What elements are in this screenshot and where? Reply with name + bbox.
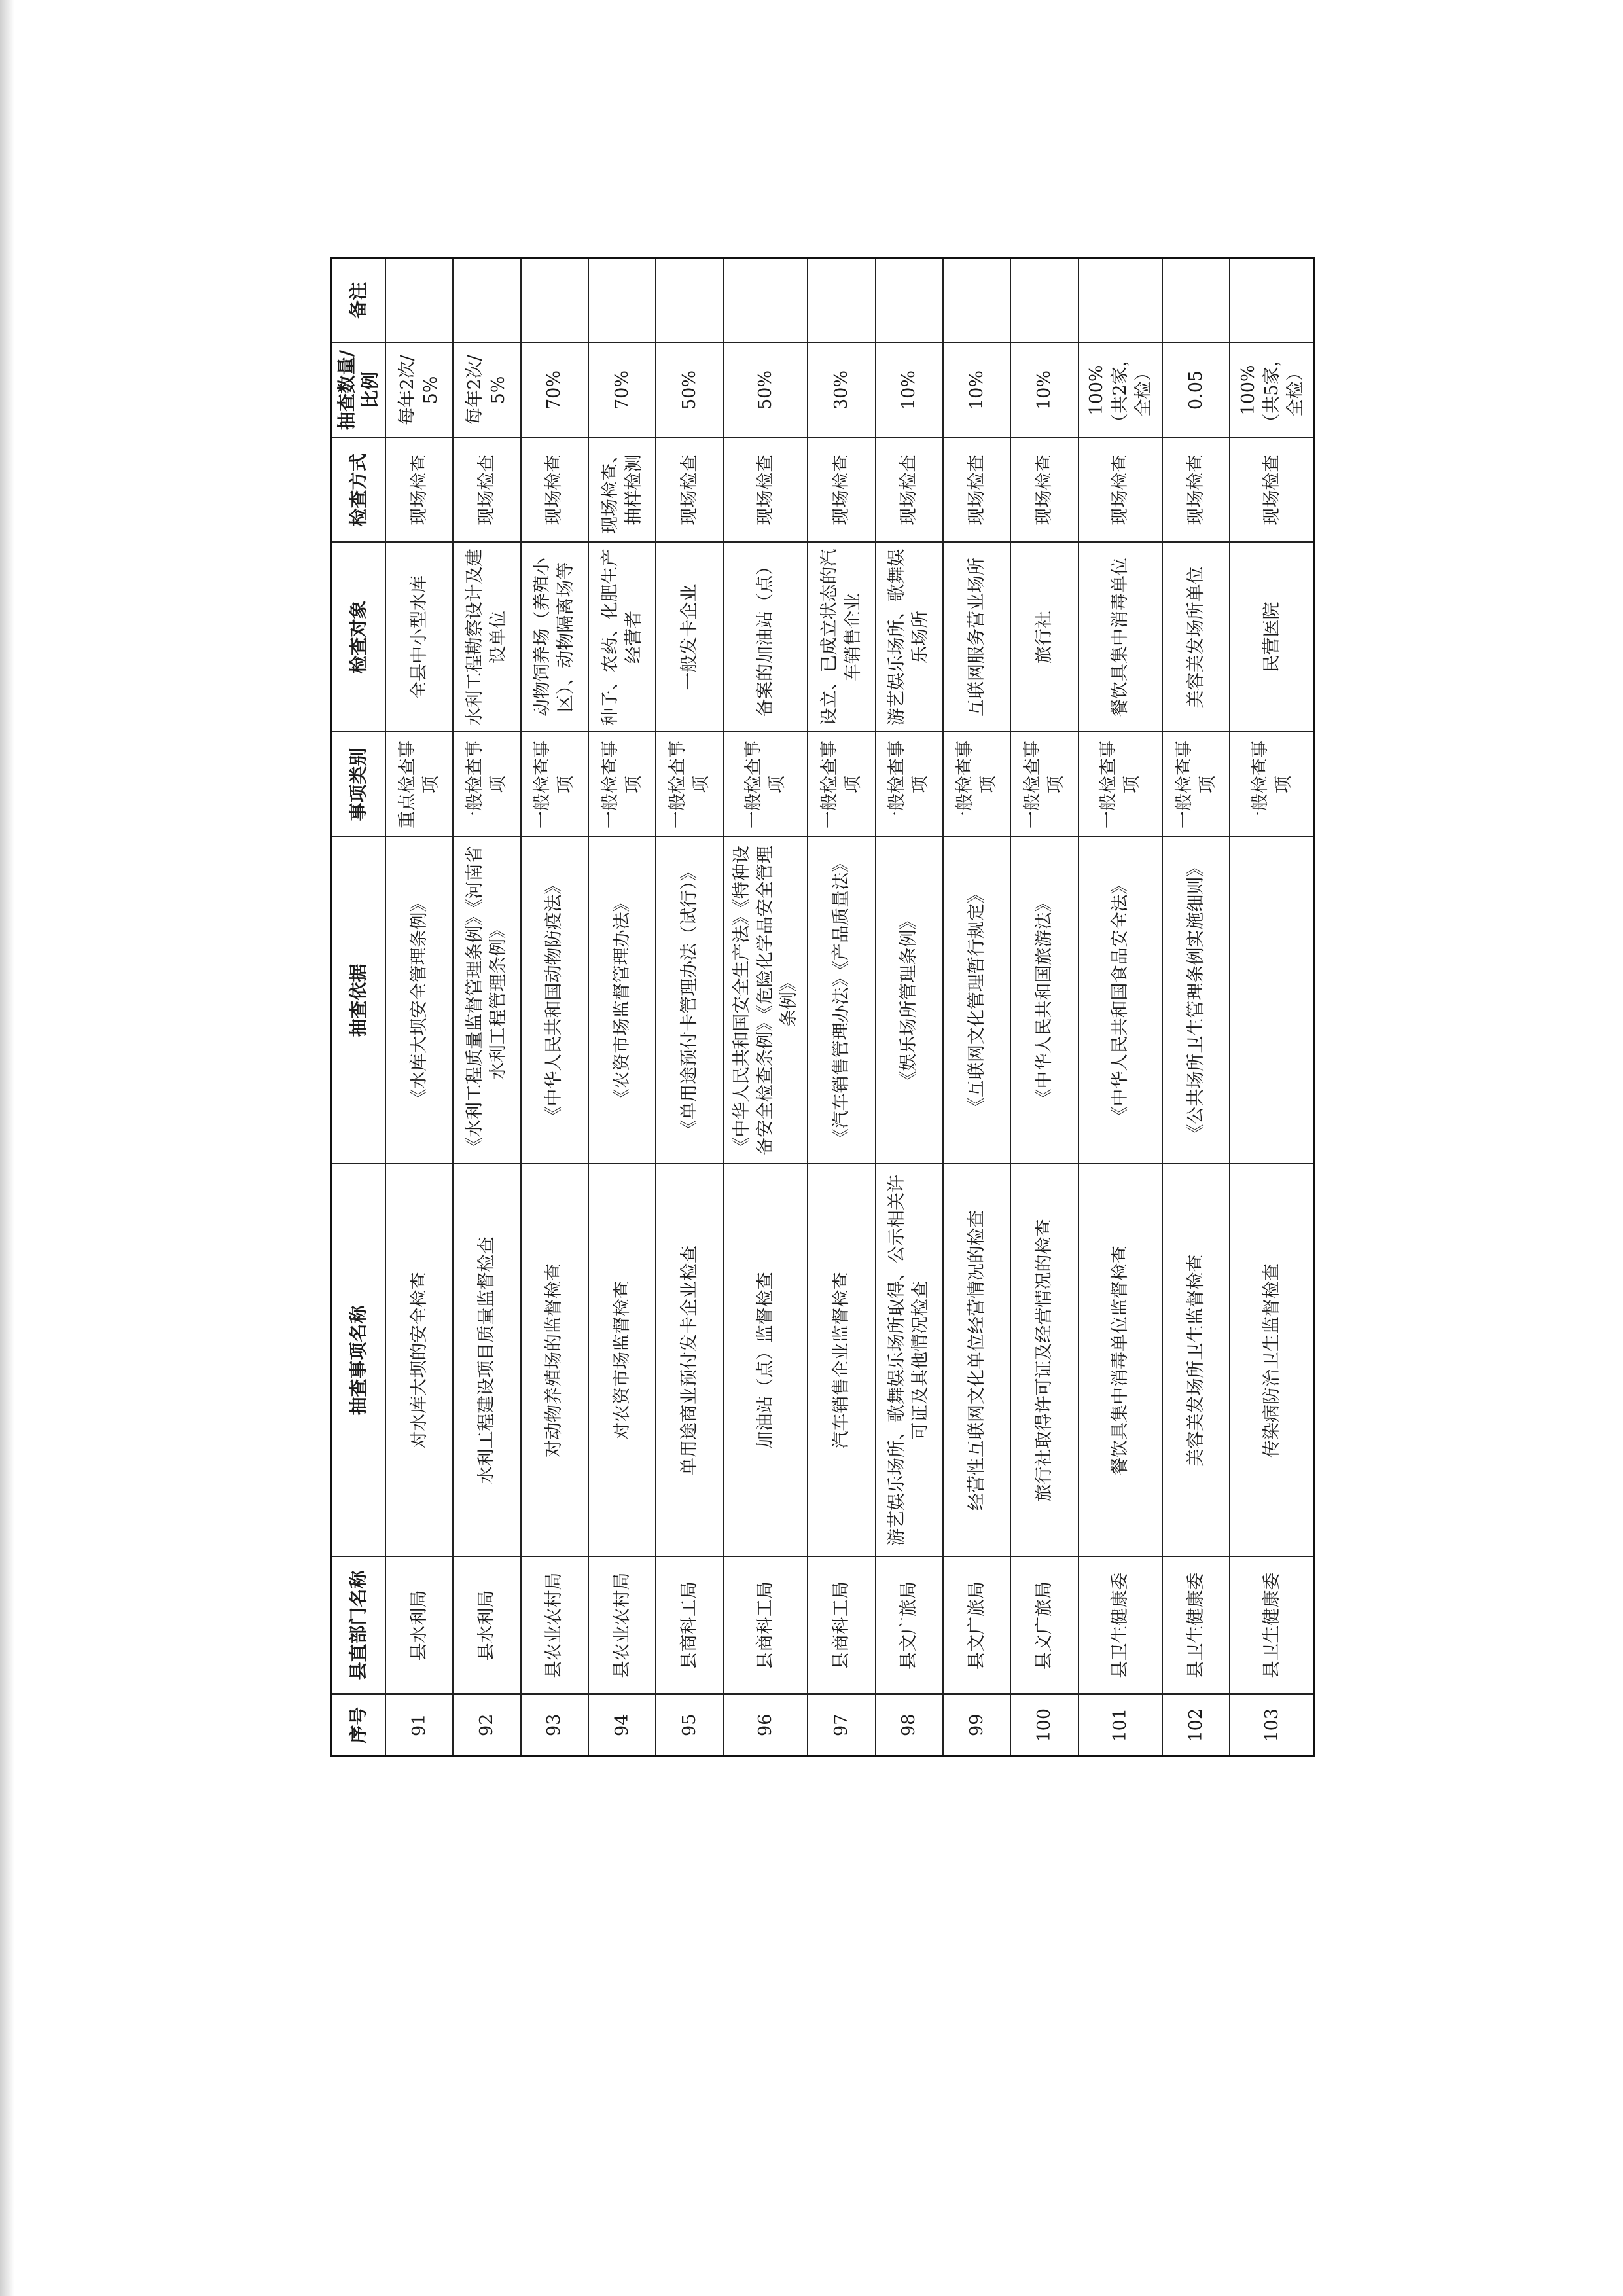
cell-method: 现场检查 bbox=[385, 438, 453, 543]
table-row bbox=[453, 258, 520, 1757]
cell-basis: 《中华人民共和国动物防疫法》 bbox=[521, 837, 588, 1164]
cell-item: 汽车销售企业监督检查 bbox=[808, 1164, 875, 1557]
cell-category: 一般检查事项 bbox=[521, 732, 588, 837]
cell-item: 对水库大坝的安全检查 bbox=[385, 1164, 453, 1557]
cell-seq: 98 bbox=[876, 1695, 943, 1757]
cell-basis: 《中华人民共和国食品安全法》 bbox=[1079, 837, 1162, 1164]
cell-dept: 县商科工局 bbox=[656, 1557, 723, 1695]
table-row bbox=[1162, 258, 1230, 1757]
cell-remark bbox=[588, 258, 656, 343]
cell-item: 对动物养殖场的监督检查 bbox=[521, 1164, 588, 1557]
scan-shadow bbox=[0, 0, 14, 2296]
cell-dept: 县农业农村局 bbox=[588, 1557, 656, 1695]
table-row bbox=[385, 258, 453, 1757]
cell-target: 种子、农药、化肥生产经营者 bbox=[588, 543, 656, 732]
cell-category: 一般检查事项 bbox=[1230, 732, 1314, 837]
cell-remark bbox=[876, 258, 943, 343]
cell-target: 备案的加油站（点） bbox=[724, 543, 808, 732]
cell-method: 现场检查、抽样检测 bbox=[588, 438, 656, 543]
rotated-table-sheet bbox=[330, 259, 1315, 1757]
cell-seq: 97 bbox=[808, 1695, 875, 1757]
cell-item: 加油站（点）监督检查 bbox=[724, 1164, 808, 1557]
header-target: 检查对象 bbox=[332, 543, 386, 732]
cell-basis: 《公共场所卫生管理条例实施细则》 bbox=[1162, 837, 1230, 1164]
cell-ratio: 50% bbox=[656, 343, 723, 438]
cell-seq: 103 bbox=[1230, 1695, 1314, 1757]
cell-item: 经营性互联网文化单位经营情况的检查 bbox=[943, 1164, 1010, 1557]
cell-ratio: 50% bbox=[724, 343, 808, 438]
cell-seq: 92 bbox=[453, 1695, 520, 1757]
cell-target: 旅行社 bbox=[1010, 543, 1078, 732]
cell-ratio: 30% bbox=[808, 343, 875, 438]
cell-dept: 县商科工局 bbox=[808, 1557, 875, 1695]
cell-basis: 《农资市场监督管理办法》 bbox=[588, 837, 656, 1164]
cell-ratio: 10% bbox=[876, 343, 943, 438]
cell-item: 对农资市场监督检查 bbox=[588, 1164, 656, 1557]
table-header-row bbox=[332, 258, 386, 1757]
cell-category: 一般检查事项 bbox=[1162, 732, 1230, 837]
header-dept: 县直部门名称 bbox=[332, 1557, 386, 1695]
cell-dept: 县文广旅局 bbox=[943, 1557, 1010, 1695]
table-row bbox=[1079, 258, 1162, 1757]
cell-ratio: 70% bbox=[521, 343, 588, 438]
header-ratio: 抽查数量/比例 bbox=[332, 343, 386, 438]
cell-item: 美容美发场所卫生监督检查 bbox=[1162, 1164, 1230, 1557]
cell-item: 单用途商业预付发卡企业检查 bbox=[656, 1164, 723, 1557]
cell-dept: 县卫生健康委 bbox=[1162, 1557, 1230, 1695]
cell-basis bbox=[1230, 837, 1314, 1164]
cell-target: 美容美发场所单位 bbox=[1162, 543, 1230, 732]
cell-seq: 102 bbox=[1162, 1695, 1230, 1757]
cell-dept: 县卫生健康委 bbox=[1079, 1557, 1162, 1695]
cell-seq: 101 bbox=[1079, 1695, 1162, 1757]
cell-basis: 《水利工程质量监督管理条例》《河南省水利工程管理条例》 bbox=[453, 837, 520, 1164]
cell-ratio: 每年2次/5% bbox=[453, 343, 520, 438]
cell-remark bbox=[521, 258, 588, 343]
cell-dept: 县水利局 bbox=[453, 1557, 520, 1695]
cell-method: 现场检查 bbox=[876, 438, 943, 543]
cell-remark bbox=[1162, 258, 1230, 343]
cell-ratio: 100%（共2家，全检） bbox=[1079, 343, 1162, 438]
cell-item: 传染病防治卫生监督检查 bbox=[1230, 1164, 1314, 1557]
cell-dept: 县文广旅局 bbox=[1010, 1557, 1078, 1695]
cell-basis: 《中华人民共和国旅游法》 bbox=[1010, 837, 1078, 1164]
cell-ratio: 10% bbox=[943, 343, 1010, 438]
cell-remark bbox=[1079, 258, 1162, 343]
cell-method: 现场检查 bbox=[724, 438, 808, 543]
cell-basis: 《娱乐场所管理条例》 bbox=[876, 837, 943, 1164]
cell-item: 餐饮具集中消毒单位监督检查 bbox=[1079, 1164, 1162, 1557]
cell-category: 一般检查事项 bbox=[724, 732, 808, 837]
cell-category: 一般检查事项 bbox=[1010, 732, 1078, 837]
cell-remark bbox=[724, 258, 808, 343]
cell-category: 重点检查事项 bbox=[385, 732, 453, 837]
cell-ratio: 10% bbox=[1010, 343, 1078, 438]
cell-target: 全县中小型水库 bbox=[385, 543, 453, 732]
cell-remark bbox=[656, 258, 723, 343]
cell-remark bbox=[385, 258, 453, 343]
inspection-table bbox=[330, 257, 1315, 1757]
cell-remark bbox=[1230, 258, 1314, 343]
cell-item: 游艺娱乐场所、歌舞娱乐场所取得、公示相关许可证及其他情况检查 bbox=[876, 1164, 943, 1557]
cell-method: 现场检查 bbox=[1010, 438, 1078, 543]
cell-category: 一般检查事项 bbox=[1079, 732, 1162, 837]
cell-seq: 100 bbox=[1010, 1695, 1078, 1757]
cell-basis: 《单用途预付卡管理办法（试行）》 bbox=[656, 837, 723, 1164]
cell-remark bbox=[1010, 258, 1078, 343]
header-method: 检查方式 bbox=[332, 438, 386, 543]
cell-seq: 96 bbox=[724, 1695, 808, 1757]
cell-method: 现场检查 bbox=[1079, 438, 1162, 543]
table-row bbox=[656, 258, 723, 1757]
cell-basis: 《中华人民共和国安全生产法》《特种设备安全检查条例》《危险化学品安全管理条例》 bbox=[724, 837, 808, 1164]
cell-item: 水利工程建设项目质量监督检查 bbox=[453, 1164, 520, 1557]
header-remark: 备注 bbox=[332, 258, 386, 343]
table-row bbox=[876, 258, 943, 1757]
cell-basis: 《水库大坝安全管理条例》 bbox=[385, 837, 453, 1164]
table-row bbox=[724, 258, 808, 1757]
cell-dept: 县商科工局 bbox=[724, 1557, 808, 1695]
header-category: 事项类别 bbox=[332, 732, 386, 837]
cell-category: 一般检查事项 bbox=[876, 732, 943, 837]
cell-seq: 99 bbox=[943, 1695, 1010, 1757]
cell-seq: 94 bbox=[588, 1695, 656, 1757]
cell-dept: 县农业农村局 bbox=[521, 1557, 588, 1695]
cell-seq: 95 bbox=[656, 1695, 723, 1757]
cell-remark bbox=[453, 258, 520, 343]
cell-method: 现场检查 bbox=[1162, 438, 1230, 543]
cell-ratio: 每年2次/5% bbox=[385, 343, 453, 438]
cell-target: 动物饲养场（养殖小区）、动物隔离场等 bbox=[521, 543, 588, 732]
cell-category: 一般检查事项 bbox=[656, 732, 723, 837]
page-sheet bbox=[330, 259, 1315, 1757]
cell-seq: 93 bbox=[521, 1695, 588, 1757]
cell-target: 设立、已成立状态的汽车销售企业 bbox=[808, 543, 875, 732]
table-row bbox=[588, 258, 656, 1757]
header-item: 抽查事项名称 bbox=[332, 1164, 386, 1557]
cell-dept: 县文广旅局 bbox=[876, 1557, 943, 1695]
cell-category: 一般检查事项 bbox=[808, 732, 875, 837]
table-row bbox=[521, 258, 588, 1757]
cell-target: 游艺娱乐场所、歌舞娱乐场所 bbox=[876, 543, 943, 732]
cell-seq: 91 bbox=[385, 1695, 453, 1757]
cell-target: 互联网服务营业场所 bbox=[943, 543, 1010, 732]
cell-method: 现场检查 bbox=[656, 438, 723, 543]
cell-ratio: 70% bbox=[588, 343, 656, 438]
cell-target: 一般发卡企业 bbox=[656, 543, 723, 732]
cell-target: 餐饮具集中消毒单位 bbox=[1079, 543, 1162, 732]
cell-remark bbox=[943, 258, 1010, 343]
cell-remark bbox=[808, 258, 875, 343]
table-row bbox=[943, 258, 1010, 1757]
header-basis: 抽查依据 bbox=[332, 837, 386, 1164]
cell-ratio: 0.05 bbox=[1162, 343, 1230, 438]
cell-method: 现场检查 bbox=[521, 438, 588, 543]
cell-ratio: 100%（共5家，全检） bbox=[1230, 343, 1314, 438]
cell-method: 现场检查 bbox=[1230, 438, 1314, 543]
cell-target: 民营医院 bbox=[1230, 543, 1314, 732]
cell-basis: 《汽车销售管理办法》《产品质量法》 bbox=[808, 837, 875, 1164]
cell-dept: 县卫生健康委 bbox=[1230, 1557, 1314, 1695]
table-row bbox=[1010, 258, 1078, 1757]
cell-item: 旅行社取得许可证及经营情况的检查 bbox=[1010, 1164, 1078, 1557]
cell-method: 现场检查 bbox=[808, 438, 875, 543]
cell-category: 一般检查事项 bbox=[588, 732, 656, 837]
cell-category: 一般检查事项 bbox=[943, 732, 1010, 837]
cell-category: 一般检查事项 bbox=[453, 732, 520, 837]
table-row bbox=[808, 258, 875, 1757]
cell-target: 水利工程勘察设计及建设单位 bbox=[453, 543, 520, 732]
table-row bbox=[1230, 258, 1314, 1757]
cell-method: 现场检查 bbox=[453, 438, 520, 543]
cell-dept: 县水利局 bbox=[385, 1557, 453, 1695]
cell-method: 现场检查 bbox=[943, 438, 1010, 543]
cell-basis: 《互联网文化管理暂行规定》 bbox=[943, 837, 1010, 1164]
header-seq: 序号 bbox=[332, 1695, 386, 1757]
